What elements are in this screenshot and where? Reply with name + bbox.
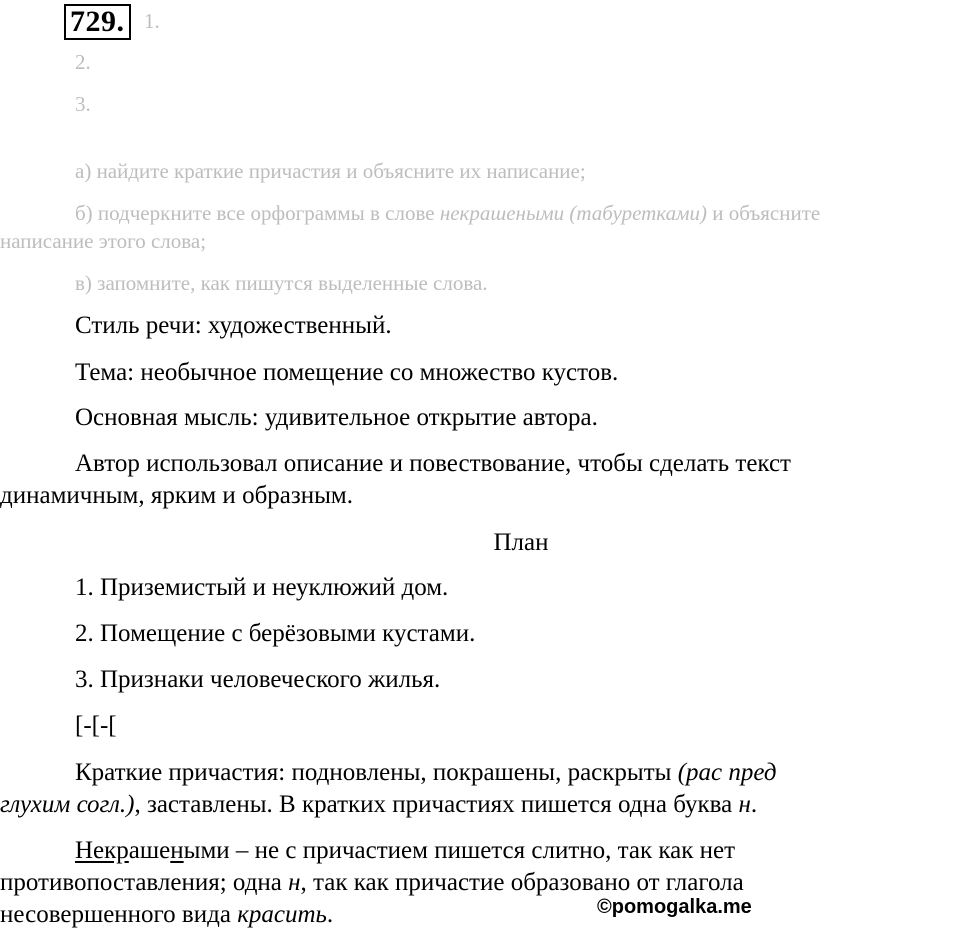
task-a [0,157,960,186]
nekrashenymi-line3-italic: красить [237,901,327,928]
plan-item-2 [0,617,960,650]
author-line-2 [0,479,960,512]
short-participles-line-2 [0,788,960,821]
plan-item-1-text: 1. Приземистый и неуклюжий дом. [75,574,449,601]
exercise-number: 729. [64,4,131,40]
nekrashenymi-rest: ыми – не с причастием пишется слитно, так как нет [183,837,736,864]
short-participles-note-1: (рас пред [677,759,777,786]
plan-item-1 [0,571,960,604]
nekrashenymi-line-3 [0,898,960,931]
task-b-line2-text: написание этого слова; [0,229,207,253]
style-text: Стиль речи: художественный. [75,312,392,339]
task-v [0,269,960,298]
task-v-text: в) запомните, как пишутся выделенные слова. [75,271,488,295]
sentence-scheme [0,709,960,742]
short-participles-text-2: , заставлены. В кратких причастиях пишется одна буква [134,791,739,818]
task-b-prefix: б) подчеркните все орфограммы в слове [75,201,440,225]
task-b-line2 [0,227,960,256]
theme-text: Тема: необычное помещение со множество кустов. [75,359,619,386]
plan-title: План [493,529,549,556]
nekrashenymi-underlined-2: н [170,837,184,864]
author-text-1: Автор использовал описание и повествование, чтобы сделать текст [75,450,791,477]
author-text-2: динамичным, ярким и образным. [0,482,354,509]
short-participles-line-1 [0,756,960,789]
plan-item-3-text: 3. Признаки человеческого жилья. [75,666,441,693]
sentence-scheme-text: [-[-[ [75,712,117,739]
watermark: ©pomogalka.me [597,896,752,918]
short-participles-note-2: глухим согл.) [0,791,135,818]
short-participles-text-1: Краткие причастия: подновлены, покрашены, раскрыты [75,759,678,786]
short-participles-end: . [750,791,758,818]
main-idea-text: Основная мысль: удивительное открытие автора. [75,404,598,431]
nekrashenymi-line3-end: . [326,901,334,928]
theme-line [0,356,960,389]
nekrashenymi-prefix-wrap [0,837,735,864]
nekrashenymi-line2-start: противопоставления; одна [0,869,289,896]
task-a-text: а) найдите краткие причастия и объясните их написание; [75,159,586,183]
nekrashenymi-line3-start: несовершенного вида [0,901,238,928]
nekrashenymi-line-1 [0,834,960,867]
task-b-suffix: и объясните [707,201,821,225]
short-participles-letter: н [738,791,751,818]
nekrashenymi-line2-letter: н [288,869,301,896]
main-idea-line [0,401,960,434]
step-3: 3. [75,92,91,116]
step-2: 2. [75,50,91,74]
style-line [0,309,960,342]
plan-item-3 [0,663,960,696]
plan-item-2-text: 2. Помещение с берёзовыми кустами. [75,620,476,647]
task-b [0,199,960,228]
nekrashenymi-mid: аше [128,837,171,864]
step-1: 1. [144,9,160,33]
author-line-1 [0,447,960,480]
nekrashenymi-line-2 [0,866,960,899]
nekrashenymi-line2-end: , так как причастие образовано от глагола [300,869,744,896]
nekrashenymi-underlined-1: Некр [75,837,129,864]
task-b-italic: некрашеными (табуретками) [439,201,707,225]
